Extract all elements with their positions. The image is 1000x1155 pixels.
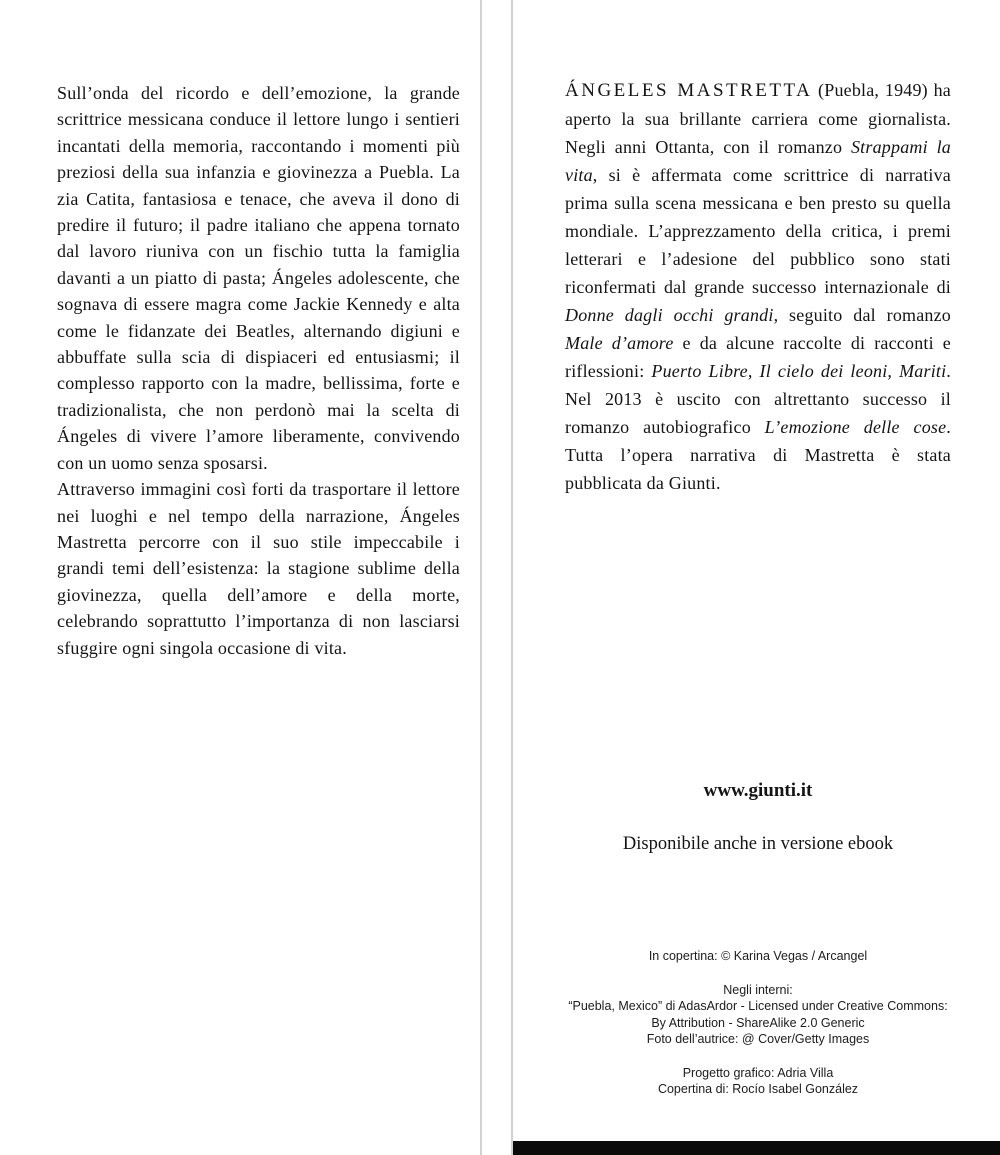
description-paragraph-1: Sull’onda del ricordo e dell’emozione, la grande scrittrice messicana conduce il lettore lungo i sentieri incantati della memoria, raccontando i momenti più preziosi della sua infanzia e giovinezza a Puebla. La zia Catita, fantasiosa e tenace, che aveva il dono di predire il futuro; il padre italiano che appena tornato dal lavoro riuniva con un fischio tutta la famiglia davanti a un piatto di pasta; Ángeles adolescente, che sognava di essere magra come Jackie Kennedy e alta come le fidanzate dei Beatles, alternando digiuni e abbuffate sulla scia di dispiaceri ed entusiasmi; il complesso rapporto con la madre, bellissima, forte e tradizionalista, che non perdonò mai la scelta di Ángeles di vivere l’amore liberamente, convivendo con un uomo senza sposarsi. [57,83,460,473]
fold-line-right [511,0,513,1155]
bottom-black-bar [513,1141,1000,1155]
credits-block [545,948,971,1115]
interior-credits [545,982,971,1048]
design-credit-line: Progetto grafico: Adria Villa [682,1065,834,1080]
cover-credit-line: In copertina: © Karina Vegas / Arcangel [648,949,868,963]
fold-line-left [480,0,482,1155]
interior-credit-line: Foto dell’autrice: @ Cover/Getty Images [646,1032,870,1046]
interior-credit-line: By Attribution - ShareAlike 2.0 Generic [651,1015,865,1030]
interior-credit-line: Negli interni: [723,982,793,997]
right-flap [565,0,951,1155]
left-flap [57,80,460,661]
cover-credit [545,948,971,965]
design-credits [545,1065,971,1098]
author-bio: ÁNGELES MASTRETTA (Puebla, 1949) ha aperto la sua brillante carriera come giornalista. Negli anni Ottanta, con il romanzo Strappami la vita, si è affermata come scrittrice di narrativa prima sulla scena messicana e ben presto su quella mondiale. L’apprezzamento della critica, i premi letterari e l’adesione del pubblico sono stati riconfermati dal grande successo internazionale di Donne dagli occhi grandi, seguito dal romanzo Male d’amore e da alcune raccolte di racconti e riflessioni: Puerto Libre, Il cielo dei leoni, Mariti. Nel 2013 è uscito con altrettanto successo il romanzo autobiografico L’emozione delle cose. Tutta l’opera narrativa di Mastretta è stata pubblicata da Giunti. [565,80,951,493]
description-paragraph-2: Attraverso immagini così forti da trasportare il lettore nei luoghi e nel tempo della narrazione, Ángeles Mastretta percorre con il suo stile impeccabile i grandi temi dell’esistenza: la stagione sublime della giovinezza, quella dell’amore e della morte, celebrando soprattutto l’importanza di non lasciarsi sfuggire ogni singola occasione di vita. [57,479,460,658]
interior-credit-line: “Puebla, Mexico” di AdasArdor - Licensed under Creative Commons: [568,999,948,1013]
ebook-availability-note: Disponibile anche in versione ebook [622,834,894,854]
design-credit-line: Copertina di: Rocío Isabel González [657,1082,859,1096]
publisher-website: www.giunti.it [703,780,813,801]
